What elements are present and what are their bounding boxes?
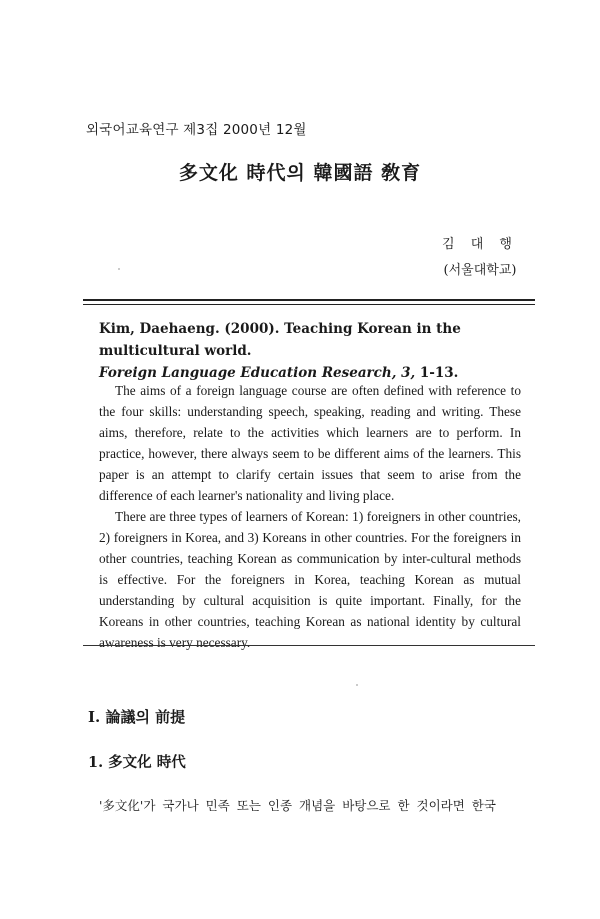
scan-speck	[356, 684, 358, 686]
paper-title: 多文化 時代의 韓國語 敎育	[178, 162, 422, 184]
citation-journal: Foreign Language Education Research, 3,	[99, 365, 416, 381]
subsection-heading: 1. 多文化 時代	[88, 754, 186, 771]
abstract-paragraph: There are three types of learners of Korean: 1) foreigners in other countries, 2) foreigners in Korea, and 3) Koreans in other countries. For the foreigners in other countries, teaching Korean as communication by inter-cultural methods is effective. For the foreigners in Korea, teaching Korean as mutual understanding by cultural acquisition is quite important. Finally, for the Koreans in other countries, teaching Korean as national identity by cultural awareness is very necessary.	[99, 509, 521, 650]
author-affiliation: (서울대학교)	[443, 263, 517, 278]
body-paragraph: '多文化'가 국가나 민족 또는 인종 개념을 바탕으로 한 것이라면 한국	[99, 798, 496, 813]
abstract	[99, 380, 521, 653]
author-block	[442, 232, 518, 284]
journal-header: 외국어교육연구 제3집 2000년 12월	[86, 122, 307, 138]
scan-speck	[118, 268, 120, 270]
citation-authors-title: Kim, Daehaeng. (2000). Teaching Korean in the multicultural world.	[99, 321, 461, 359]
section-heading: Ⅰ. 論議의 前提	[88, 708, 186, 726]
citation-pages: 1-13.	[415, 365, 459, 381]
citation	[99, 318, 523, 384]
rule-divider	[83, 645, 535, 646]
abstract-paragraph: The aims of a foreign language course are often defined with reference to the four skills: understanding speech, speaking, reading and writing. These aims, therefore, relate to the activities which learners are to perform. In practice, however, there always seem to be different aims of the learners. This paper is an attempt to clarify certain issues that seem to arise from the difference of each learner's nationality and living place.	[99, 383, 521, 503]
double-rule-divider	[83, 299, 535, 305]
author-name: 김 대 행	[442, 237, 518, 252]
